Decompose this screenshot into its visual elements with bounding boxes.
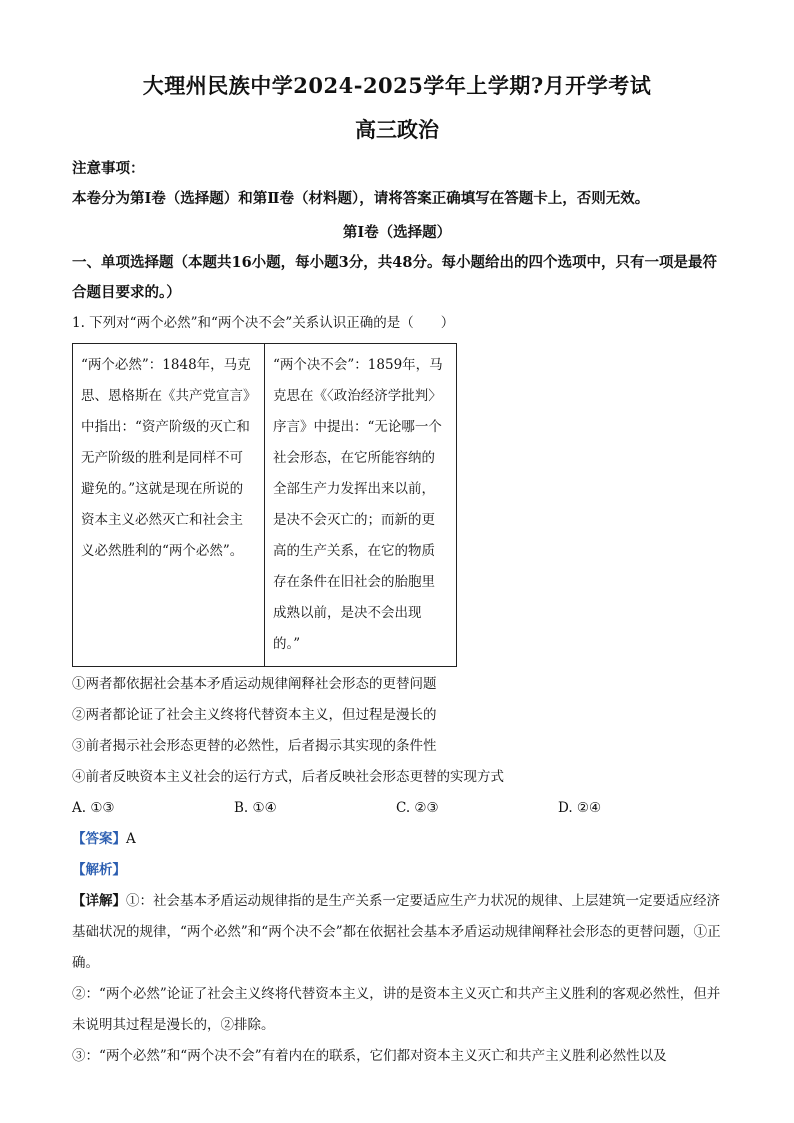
section-title: 第Ⅰ卷（选择题） xyxy=(342,224,452,241)
material-two-inevitabilities: “两个必然”：1848年，马克思、恩格斯在《共产党宣言》中指出：“资产阶级的灭亡和无产阶级的胜利是同样不可避免的。”这就是现在所说的资本主义必然灭亡和社会主义必然胜利的“两个必然”。 xyxy=(73,344,265,667)
answer-value: A xyxy=(126,831,136,847)
options-row xyxy=(72,793,722,824)
statement-3: ③前者揭示社会形态更替的必然性，后者揭示其实现的条件性 xyxy=(72,738,437,754)
detail-label: 【详解】 xyxy=(72,893,126,909)
explanation-p1-text: ①：社会基本矛盾运动规律指的是生产关系一定要适应生产力状况的规律、上层建筑一定要适应经济基础状况的规律，“两个必然”和“两个决不会”都在依据社会基本矛盾运动规律阐释社会形态的更替问题，①正确。 xyxy=(72,893,721,971)
question-stem: 1. 下列对“两个必然”和“两个决不会”关系认识正确的是（ ） xyxy=(72,315,455,331)
answer-line xyxy=(72,824,722,855)
exam-page xyxy=(72,60,722,1072)
explanation-p3: ③：“两个必然”和“两个决不会”有着内在的联系，它们都对资本主义灭亡和共产主义胜利必然性以及 xyxy=(72,1048,667,1064)
analysis-label: 【解析】 xyxy=(72,862,126,878)
option-c: C. ②③ xyxy=(396,800,439,816)
statement-2: ②两者都论证了社会主义终将代替资本主义，但过程是漫长的 xyxy=(72,707,437,723)
statement-4: ④前者反映资本主义社会的运行方式，后者反映社会形态更替的实现方式 xyxy=(72,769,504,785)
option-b: B. ①④ xyxy=(234,800,277,816)
exam-subject: 高三政治 xyxy=(355,117,439,142)
notes-text: 本卷分为第Ⅰ卷（选择题）和第Ⅱ卷（材料题），请将答案正确填写在答题卡上，否则无效。 xyxy=(72,190,650,207)
answer-label: 【答案】 xyxy=(72,831,126,847)
option-d: D. ②④ xyxy=(558,800,602,816)
statement-1: ①两者都依据社会基本矛盾运动规律阐释社会形态的更替问题 xyxy=(72,676,437,692)
explanation-p1 xyxy=(72,886,722,979)
material-two-nevers: “两个决不会”：1859年，马克思在《〈政治经济学批判〉序言》中提出：“无论哪一个社会形态，在它所能容纳的全部生产力发挥出来以前，是决不会灭亡的；而新的更高的生产关系，在它的物质存在条件在旧社会的胎胞里成熟以前，是决不会出现的。” xyxy=(265,344,457,667)
material-table xyxy=(72,343,457,667)
notes-label: 注意事项： xyxy=(72,160,145,177)
exam-title: 大理州民族中学2024-2025学年上学期?月开学考试 xyxy=(142,73,652,98)
section-instruction: 一、单项选择题（本题共16小题，每小题3分，共48分。每小题给出的四个选项中，只有一项是最符合题目要求的。） xyxy=(72,254,717,301)
analysis-line xyxy=(72,855,722,886)
explanation-p2: ②：“两个必然”论证了社会主义终将代替资本主义，讲的是资本主义灭亡和共产主义胜利的客观必然性，但并未说明其过程是漫长的，②排除。 xyxy=(72,986,721,1033)
option-a: A. ①③ xyxy=(72,800,115,816)
